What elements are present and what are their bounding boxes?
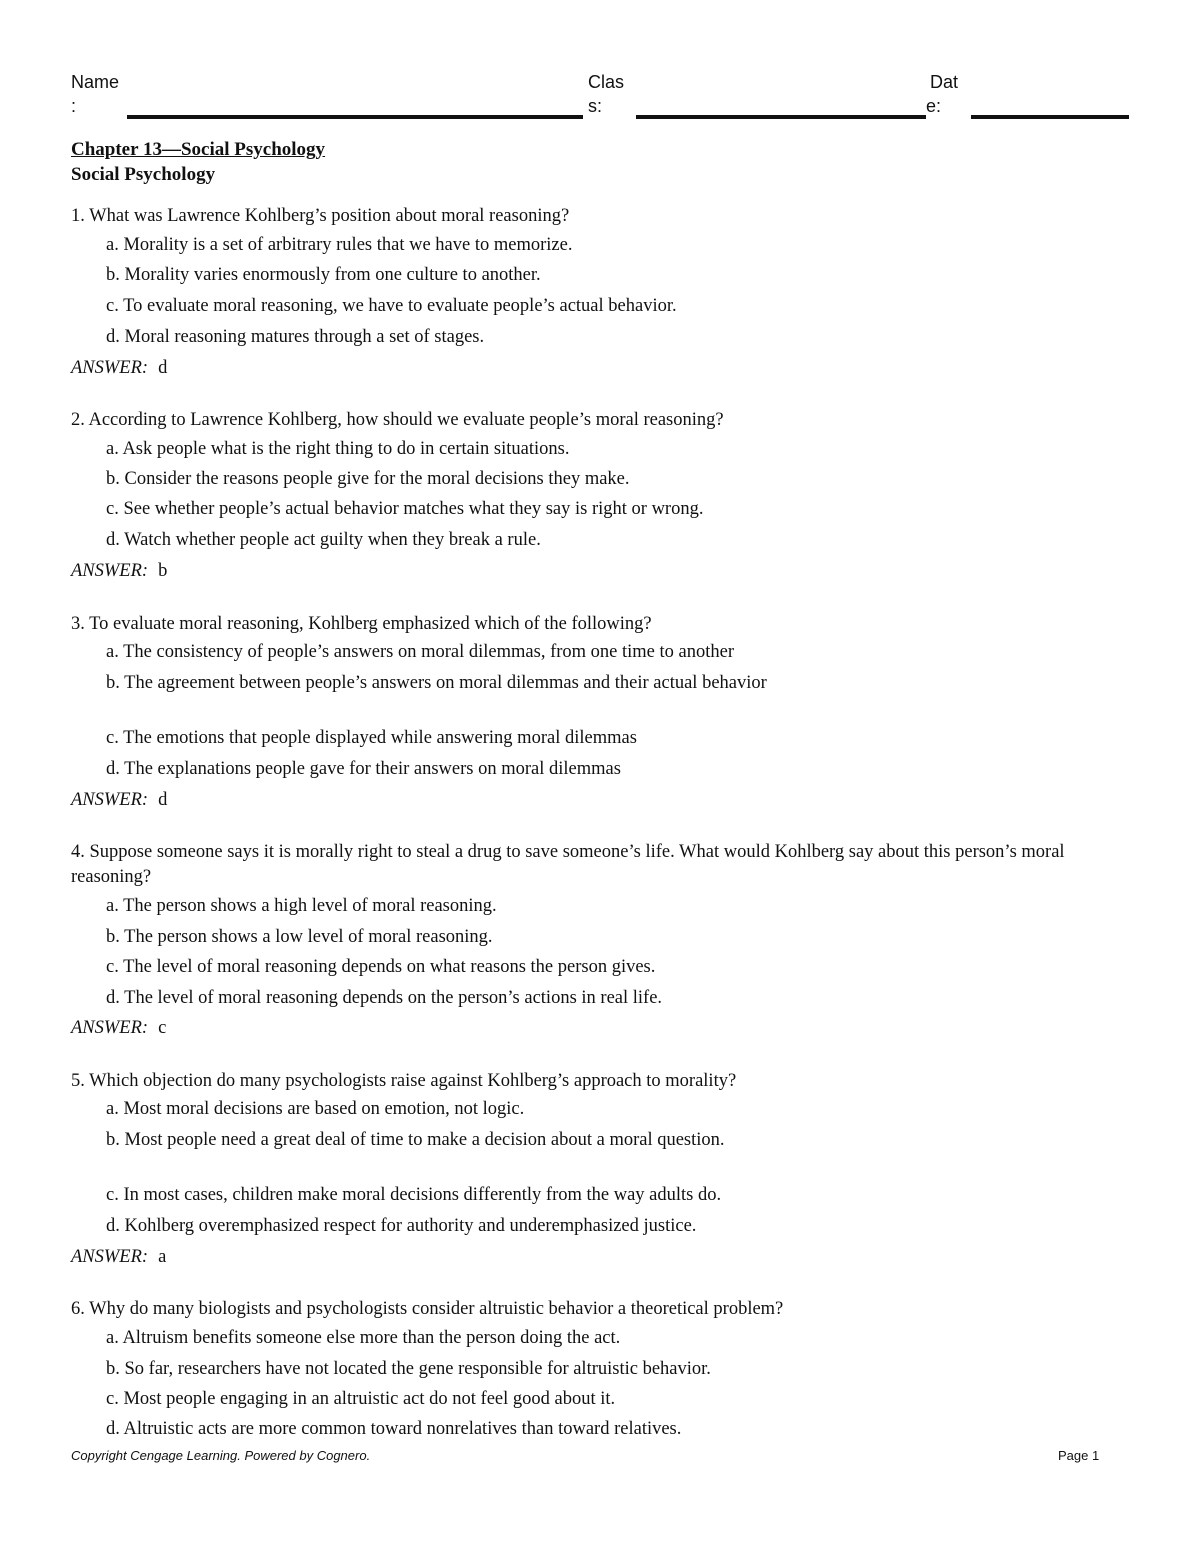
answer-option: c. Most people engaging in an altruistic act do not feel good about it.	[106, 1389, 616, 1409]
answer-option: c. In most cases, children make moral decisions differently from the way adults do.	[106, 1185, 722, 1205]
answer-value: a	[158, 1247, 167, 1267]
question-stem: 4. Suppose someone says it is morally right to steal a drug to save someone’s life. What would Kohlberg say about this person’s moral reasoning?	[71, 842, 1065, 887]
answer-option: b. The person shows a low level of moral reasoning.	[106, 927, 493, 947]
answer-option	[106, 1128, 766, 1153]
answer-option: a. The consistency of people’s answers on moral dilemmas, from one time to another	[106, 642, 734, 662]
answer-option: d. Moral reasoning matures through a set of stages.	[106, 327, 485, 347]
answer-label: ANSWER:	[71, 790, 149, 810]
answer-label: ANSWER:	[71, 561, 149, 581]
question-stem: 5. Which objection do many psychologists raise against Kohlberg’s approach to morality?	[71, 1071, 737, 1091]
answer-option: d. The level of moral reasoning depends on the person’s actions in real life.	[106, 988, 663, 1008]
page-number: Page 1	[1058, 1448, 1100, 1463]
answer-option: c. To evaluate moral reasoning, we have to evaluate people’s actual behavior.	[106, 296, 677, 316]
answer-label: ANSWER:	[71, 1018, 149, 1038]
answer-line	[71, 1016, 166, 1041]
answer-option: c. The emotions that people displayed while answering moral dilemmas	[106, 728, 637, 748]
chapter-title: Chapter 13—Social Psychology	[71, 139, 326, 160]
name-colon: :	[71, 96, 77, 116]
answer-option: d. The explanations people gave for their answers on moral dilemmas	[106, 759, 621, 779]
answer-line	[71, 788, 167, 813]
answer-option: d. Watch whether people act guilty when they break a rule.	[106, 530, 541, 550]
answer-line	[71, 356, 167, 381]
answer-option-text: b. The agreement between people’s answers on moral dilemmas and their actual behavior	[106, 673, 767, 693]
answer-value: d	[158, 790, 168, 810]
date-label-suffix: e:	[926, 96, 942, 116]
answer-line	[71, 559, 167, 584]
answer-option: d. Kohlberg overemphasized respect for authority and underemphasized justice.	[106, 1216, 697, 1236]
answer-option: a. Ask people what is the right thing to do in certain situations.	[106, 439, 570, 459]
answer-option: c. The level of moral reasoning depends on what reasons the person gives.	[106, 957, 656, 977]
class-field-line[interactable]	[636, 115, 926, 119]
question-stem: 6. Why do many biologists and psychologists consider altruistic behavior a theoretical problem?	[71, 1299, 784, 1319]
answer-option: a. Morality is a set of arbitrary rules that we have to memorize.	[106, 235, 573, 255]
answer-option: d. Altruistic acts are more common toward nonrelatives than toward relatives.	[106, 1419, 682, 1439]
question-stem: 2. According to Lawrence Kohlberg, how should we evaluate people’s moral reasoning?	[71, 410, 724, 430]
answer-option: a. Most moral decisions are based on emotion, not logic.	[106, 1099, 525, 1119]
answer-option: b. Morality varies enormously from one culture to another.	[106, 265, 541, 285]
answer-label: ANSWER:	[71, 358, 149, 378]
date-field-line[interactable]	[971, 115, 1129, 119]
answer-label: ANSWER:	[71, 1247, 149, 1267]
answer-option: b. Consider the reasons people give for the moral decisions they make.	[106, 469, 630, 489]
date-label: Dat	[930, 72, 959, 92]
question-stem: 3. To evaluate moral reasoning, Kohlberg emphasized which of the following?	[71, 614, 652, 634]
answer-value: d	[158, 358, 168, 378]
answer-option: a. The person shows a high level of moral reasoning.	[106, 896, 497, 916]
answer-option: b. So far, researchers have not located the gene responsible for altruistic behavior.	[106, 1359, 711, 1379]
answer-option-text: b. Most people need a great deal of time to make a decision about a moral question.	[106, 1130, 725, 1150]
section-title: Social Psychology	[71, 164, 216, 185]
answer-option: c. See whether people’s actual behavior matches what they say is right or wrong.	[106, 499, 704, 519]
answer-value: c	[158, 1018, 167, 1038]
answer-line	[71, 1245, 166, 1270]
question-stem: 1. What was Lawrence Kohlberg’s position about moral reasoning?	[71, 206, 570, 226]
answer-value: b	[158, 561, 168, 581]
class-label-suffix: s:	[588, 96, 603, 116]
name-label: Name	[71, 72, 120, 92]
answer-option: a. Altruism benefits someone else more than the person doing the act.	[106, 1328, 621, 1348]
answer-option	[106, 671, 806, 696]
class-label: Clas	[588, 72, 625, 92]
copyright-notice: Copyright Cengage Learning. Powered by Cognero.	[71, 1448, 371, 1463]
name-field-line[interactable]	[127, 115, 583, 119]
